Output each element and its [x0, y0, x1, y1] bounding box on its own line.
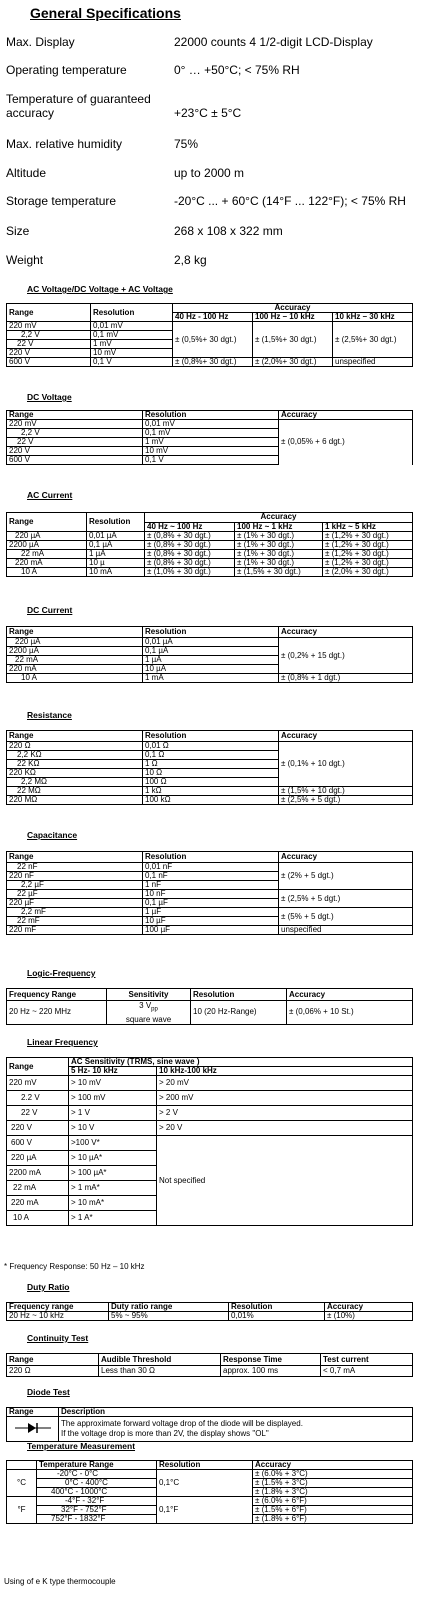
- header-audible-threshold: Audible Threshold: [99, 1354, 221, 1366]
- header-freq: 40 Hz - 100 Hz: [173, 313, 253, 322]
- logic-frequency-table: [6, 988, 413, 1025]
- spec-label: Weight: [6, 253, 44, 267]
- header-accuracy: Accuracy: [279, 627, 413, 638]
- range-cell: 220 mV: [7, 322, 91, 331]
- accuracy-cell: ± (0,1% + 10 dgt.): [279, 742, 413, 787]
- range-cell: 2,2 V: [7, 331, 91, 340]
- accuracy-cell: ± (1% + 30 dgt.): [235, 541, 323, 550]
- accuracy-cell: ± (2,0% + 30 dgt.): [323, 568, 413, 577]
- resolution-cell: 0,1 V: [91, 358, 173, 367]
- header-range: Range: [7, 627, 143, 638]
- section-title-dc-current: DC Current: [27, 605, 73, 615]
- header-accuracy: Accuracy: [325, 1303, 413, 1312]
- range-cell: 22 MΩ: [7, 787, 143, 796]
- resolution-cell: 0,1°F: [157, 1497, 253, 1524]
- response-time-cell: approx. 100 ms: [221, 1366, 321, 1377]
- resolution-cell: 10 mV: [143, 447, 279, 456]
- table-row: [7, 550, 413, 559]
- header-description: Description: [59, 1408, 413, 1417]
- accuracy-cell: ± (1,2% + 30 dgt.): [323, 550, 413, 559]
- range-cell: 2,2 V: [7, 429, 143, 438]
- resolution-cell: 10 (20 Hz-Range): [191, 1001, 287, 1025]
- section-title-duty-ratio: Duty Ratio: [27, 1282, 70, 1292]
- header-resolution: Resolution: [191, 989, 287, 1001]
- table-row: [7, 532, 413, 541]
- header-resolution: Resolution: [157, 1461, 253, 1470]
- resolution-cell: 10 µF: [143, 917, 279, 926]
- thermocouple-note: Using of e K type thermocouple: [4, 1577, 116, 1586]
- range-cell: 22 V: [7, 340, 91, 349]
- resolution-cell: 0,01 µA: [143, 638, 279, 647]
- range-cell: 10 A: [7, 674, 143, 683]
- sensitivity-cell: > 100 µA*: [69, 1166, 157, 1181]
- resolution-cell: 0,1 V: [143, 456, 279, 465]
- range-cell: 220 µA: [7, 638, 143, 647]
- range-cell: 22 mA: [7, 1181, 69, 1196]
- header-accuracy: Accuracy: [279, 731, 413, 742]
- resolution-cell: 100 Ω: [143, 778, 279, 787]
- accuracy-cell: ± (0,06% + 10 St.): [287, 1001, 413, 1025]
- header-frequency-range: Frequency range: [7, 1303, 109, 1312]
- range-cell: 22 mA: [7, 550, 87, 559]
- spec-label: Altitude: [6, 166, 47, 180]
- range-cell: 10 A: [7, 1211, 69, 1226]
- spec-label: Size: [6, 224, 30, 238]
- range-cell: 220 µF: [7, 899, 143, 908]
- table-row: [7, 541, 413, 550]
- header-range: Range: [7, 304, 91, 322]
- section-title-ac-current: AC Current: [27, 490, 73, 500]
- ac-voltage-table: [6, 303, 413, 367]
- spec-value: 22000 counts 4 1/2-digit LCD-Display: [174, 35, 373, 49]
- accuracy-cell: ± (1,5% + 10 dgt.): [279, 787, 413, 796]
- section-title-temperature: Temperature Measurement: [27, 1441, 136, 1451]
- range-cell: 220 mA: [7, 665, 143, 674]
- description-line: If the voltage drop is more than 2V, the display shows "OL": [61, 1429, 269, 1438]
- accuracy-cell: ± (0,8% + 30 dgt.): [145, 532, 235, 541]
- range-cell: 22 V: [7, 438, 143, 447]
- resolution-cell: 1 nF: [143, 881, 279, 890]
- range-cell: 2200 mA: [7, 1166, 69, 1181]
- resolution-cell: 0,01 Ω: [143, 742, 279, 751]
- duty-ratio-table: [6, 1302, 413, 1321]
- accuracy-cell: unspecified: [279, 926, 413, 935]
- range-cell: 600 V: [7, 456, 143, 465]
- sensitivity-waveform: square wave: [125, 1014, 172, 1024]
- resolution-cell: 0,01 nF: [143, 863, 279, 872]
- temp-range-cell: 32°F - 752°F: [37, 1506, 157, 1515]
- unit-cell: °F: [7, 1497, 37, 1524]
- resolution-cell: 1 Ω: [143, 760, 279, 769]
- accuracy-cell: ± (1% + 30 dgt.): [235, 559, 323, 568]
- header-freq: 10 kHz-100 kHz: [157, 1067, 413, 1076]
- resolution-cell: 1 µA: [143, 656, 279, 665]
- sensitivity-cell: > 200 mV: [157, 1091, 413, 1106]
- resolution-cell: 1 µA: [87, 550, 145, 559]
- accuracy-cell: ± (6.0% + 3°C): [253, 1470, 413, 1479]
- resolution-cell: 10 Ω: [143, 769, 279, 778]
- range-cell: 10 A: [7, 568, 87, 577]
- resistance-table: [6, 730, 413, 805]
- resolution-cell: 1 mA: [143, 674, 279, 683]
- header-resolution: Resolution: [143, 627, 279, 638]
- accuracy-cell: ± (10%): [325, 1312, 413, 1321]
- dc-current-table: [6, 626, 413, 683]
- accuracy-cell: ± (0,5%+ 30 dgt.): [173, 322, 253, 358]
- range-cell: 220 mV: [7, 420, 143, 429]
- sensitivity-cell: [107, 1001, 191, 1025]
- resolution-cell: 0,01 µA: [87, 532, 145, 541]
- header-range: Range: [7, 852, 143, 863]
- range-cell: 220 Ω: [7, 742, 143, 751]
- diode-symbol-cell: [7, 1417, 59, 1442]
- range-cell: 2,2 µF: [7, 881, 143, 890]
- accuracy-cell: ± (1.5% + 3°C): [253, 1479, 413, 1488]
- frequency-range-cell: 20 Hz ~ 10 kHz: [7, 1312, 109, 1321]
- header-freq: 100 Hz – 10 kHz: [253, 313, 333, 322]
- accuracy-cell: ± (0,2% + 15 dgt.): [279, 638, 413, 674]
- range-cell: 2200 µA: [7, 541, 87, 550]
- header-test-current: Test current: [321, 1354, 413, 1366]
- audible-threshold-cell: Less than 30 Ω: [99, 1366, 221, 1377]
- duty-ratio-cell: 5% ~ 95%: [109, 1312, 229, 1321]
- range-cell: 22 mF: [7, 917, 143, 926]
- unit-cell: °C: [7, 1470, 37, 1497]
- frequency-range-cell: 20 Hz ~ 220 MHz: [7, 1001, 107, 1025]
- resolution-cell: 0,1 µA: [143, 647, 279, 656]
- page-title: General Specifications: [30, 5, 181, 21]
- resolution-cell: 10 µ: [87, 559, 145, 568]
- header-temperature-range: Temperature Range: [37, 1461, 157, 1470]
- resolution-cell: 0,1 Ω: [143, 751, 279, 760]
- not-specified-cell: Not specified: [157, 1136, 413, 1226]
- header-resolution: Resolution: [143, 411, 279, 420]
- sensitivity-cell: > 20 V: [157, 1121, 413, 1136]
- capacitance-table: [6, 851, 413, 935]
- range-cell: 22 µF: [7, 890, 143, 899]
- section-title-ac-voltage: AC Voltage/DC Voltage + AC Voltage: [27, 284, 173, 294]
- spec-value: up to 2000 m: [174, 166, 245, 180]
- range-cell: 220 V: [7, 1121, 69, 1136]
- header-accuracy: Accuracy: [173, 304, 413, 313]
- resolution-cell: 1 mV: [143, 438, 279, 447]
- resolution-cell: 100 kΩ: [143, 796, 279, 805]
- accuracy-cell: ± (2,5% + 5 dgt.): [279, 890, 413, 908]
- resolution-cell: 1 µF: [143, 908, 279, 917]
- table-row: [7, 559, 413, 568]
- accuracy-cell: ± (1,2% + 30 dgt.): [323, 541, 413, 550]
- resolution-cell: 1 mV: [91, 340, 173, 349]
- header-sensitivity: Sensitivity: [107, 989, 191, 1001]
- range-cell: 2,2 MΩ: [7, 778, 143, 787]
- frequency-response-note: * Frequency Response: 50 Hz – 10 kHz: [4, 1262, 145, 1271]
- ac-current-table: [6, 512, 413, 577]
- spec-label: Operating temperature: [6, 63, 127, 77]
- continuity-test-table: [6, 1353, 413, 1377]
- accuracy-cell: ± (1.8% + 3°C): [253, 1488, 413, 1497]
- description-line: The approximate forward voltage drop of the diode will be displayed.: [61, 1419, 303, 1428]
- resolution-cell: 0,01%: [229, 1312, 325, 1321]
- spec-value: -20°C ... + 60°C (14°F ... 122°F); < 75% RH: [174, 194, 406, 208]
- range-cell: 220 µA: [7, 1151, 69, 1166]
- accuracy-cell: ± (1% + 30 dgt.): [235, 532, 323, 541]
- spec-value: 268 x 108 x 322 mm: [174, 224, 283, 238]
- accuracy-cell: ± (0,8%+ 30 dgt.): [173, 358, 253, 367]
- header-empty: [7, 1461, 37, 1470]
- sensitivity-cell: > 1 mA*: [69, 1181, 157, 1196]
- header-freq: 40 Hz ~ 100 Hz: [145, 522, 235, 532]
- section-title-continuity-test: Continuity Test: [27, 1333, 89, 1343]
- accuracy-cell: ± (2,5%+ 30 dgt.): [333, 322, 413, 358]
- range-cell: 220 Ω: [7, 1366, 99, 1377]
- header-range: Range: [7, 731, 143, 742]
- range-cell: 22 V: [7, 1106, 69, 1121]
- section-title-diode-test: Diode Test: [27, 1387, 70, 1397]
- range-cell: 22 KΩ: [7, 760, 143, 769]
- sensitivity-cell: > 20 mV: [157, 1076, 413, 1091]
- range-cell: 2,2 KΩ: [7, 751, 143, 760]
- accuracy-cell: ± (1,5% + 30 dgt.): [235, 568, 323, 577]
- resolution-cell: 0,1 µA: [87, 541, 145, 550]
- accuracy-cell: ± (0,8% + 30 dgt.): [145, 550, 235, 559]
- header-resolution: Resolution: [91, 304, 173, 322]
- accuracy-cell: ± (1.5% + 6°F): [253, 1506, 413, 1515]
- header-resolution: Resolution: [143, 852, 279, 863]
- header-resolution: Resolution: [87, 513, 145, 532]
- temp-range-cell: 752°F - 1832°F: [37, 1515, 157, 1524]
- resolution-cell: 0,1 mV: [91, 331, 173, 340]
- range-cell: 220 mV: [7, 1076, 69, 1091]
- spec-label: Max. Display: [6, 35, 75, 49]
- range-cell: 220 mA: [7, 1196, 69, 1211]
- resolution-cell: 0,1 mV: [143, 429, 279, 438]
- resolution-cell: 0,01 mV: [143, 420, 279, 429]
- header-accuracy: Accuracy: [253, 1461, 413, 1470]
- resolution-cell: 10 nF: [143, 890, 279, 899]
- accuracy-cell: ± (2,5% + 5 dgt.): [279, 796, 413, 805]
- range-cell: 2.2 V: [7, 1091, 69, 1106]
- resolution-cell: 100 µF: [143, 926, 279, 935]
- range-cell: 220 nF: [7, 872, 143, 881]
- accuracy-cell: ± (1% + 30 dgt.): [235, 550, 323, 559]
- header-range: Range: [7, 513, 87, 532]
- accuracy-cell: ± (0,8% + 1 dgt.): [279, 674, 413, 683]
- resolution-cell: 0,1°C: [157, 1470, 253, 1497]
- sensitivity-cell: > 1 A*: [69, 1211, 157, 1226]
- resolution-cell: 1 kΩ: [143, 787, 279, 796]
- temp-range-cell: 400°C - 1000°C: [37, 1488, 157, 1497]
- diode-icon: [13, 1421, 53, 1435]
- dc-voltage-table: [6, 410, 413, 465]
- header-frequency-range: Frequency Range: [7, 989, 107, 1001]
- temp-range-cell: -4°F - 32°F: [37, 1497, 157, 1506]
- accuracy-cell: ± (5% + 5 dgt.): [279, 908, 413, 926]
- accuracy-cell: ± (1,5%+ 30 dgt.): [253, 322, 333, 358]
- sensitivity-value: 3 V: [139, 1001, 152, 1010]
- header-resolution: Resolution: [229, 1303, 325, 1312]
- section-title-logic-frequency: Logic-Frequency: [27, 968, 96, 978]
- range-cell: 220 KΩ: [7, 769, 143, 778]
- spec-label: Max. relative humidity: [6, 137, 123, 151]
- range-cell: 220 V: [7, 349, 91, 358]
- temp-range-cell: -20°C - 0°C: [37, 1470, 157, 1479]
- spec-value: +23°C ± 5°C: [174, 106, 242, 120]
- header-freq: 5 Hz- 10 kHz: [69, 1067, 157, 1076]
- spec-value: 2,8 kg: [174, 253, 207, 267]
- resolution-cell: 0,1 nF: [143, 872, 279, 881]
- sensitivity-cell: > 10 mV: [69, 1076, 157, 1091]
- sensitivity-cell: > 10 mA*: [69, 1196, 157, 1211]
- temp-range-cell: 0°C - 400°C: [37, 1479, 157, 1488]
- range-cell: 22 nF: [7, 863, 143, 872]
- accuracy-cell: ± (6.0% + 6°F): [253, 1497, 413, 1506]
- accuracy-cell: ± (1.8% + 6°F): [253, 1515, 413, 1524]
- spec-label: Temperature of guaranteed accuracy: [6, 92, 151, 120]
- section-title-capacitance: Capacitance: [27, 830, 78, 840]
- accuracy-cell: ± (2,0%+ 30 dgt.): [253, 358, 333, 367]
- linear-frequency-table: [6, 1057, 413, 1226]
- sensitivity-subscript: pp: [151, 1006, 158, 1013]
- range-cell: 220 V: [7, 447, 143, 456]
- resolution-cell: 10 mA: [87, 568, 145, 577]
- header-response-time: Response Time: [221, 1354, 321, 1366]
- spec-label: Storage temperature: [6, 194, 117, 208]
- range-cell: 600 V: [7, 1136, 69, 1151]
- range-cell: 220 mF: [7, 926, 143, 935]
- range-cell: 2200 µA: [7, 647, 143, 656]
- diode-test-table: [6, 1407, 413, 1442]
- header-accuracy: Accuracy: [279, 852, 413, 863]
- range-cell: 220 µA: [7, 532, 87, 541]
- range-cell: 600 V: [7, 358, 91, 367]
- description-cell: [59, 1417, 413, 1442]
- sensitivity-cell: > 100 mV: [69, 1091, 157, 1106]
- accuracy-cell: ± (2% + 5 dgt.): [279, 863, 413, 890]
- header-ac-sensitivity: AC Sensitivity (TRMS, sine wave ): [69, 1058, 413, 1067]
- header-freq: 100 Hz ~ 1 kHz: [235, 522, 323, 532]
- spec-value: 75%: [174, 137, 199, 151]
- spec-value: 0° … +50°C; < 75% RH: [174, 63, 300, 77]
- table-row: [7, 568, 413, 577]
- header-resolution: Resolution: [143, 731, 279, 742]
- accuracy-cell: ± (1,0% + 30 dgt.): [145, 568, 235, 577]
- header-range: Range: [7, 1408, 59, 1417]
- resolution-cell: 10 mV: [91, 349, 173, 358]
- range-cell: 2,2 mF: [7, 908, 143, 917]
- accuracy-cell: ± (1,2% + 30 dgt.): [323, 559, 413, 568]
- range-cell: 22 mA: [7, 656, 143, 665]
- header-accuracy: Accuracy: [145, 513, 413, 523]
- sensitivity-cell: > 10 V: [69, 1121, 157, 1136]
- accuracy-cell: ± (0,8% + 30 dgt.): [145, 559, 235, 568]
- sensitivity-cell: > 2 V: [157, 1106, 413, 1121]
- header-range: Range: [7, 411, 143, 420]
- header-duty-ratio-range: Duty ratio range: [109, 1303, 229, 1312]
- accuracy-cell: ± (0,05% + 6 dgt.): [279, 420, 413, 465]
- resolution-cell: 0,01 mV: [91, 322, 173, 331]
- range-cell: 220 mA: [7, 559, 87, 568]
- header-freq: 10 kHz – 30 kHz: [333, 313, 413, 322]
- test-current-cell: < 0,7 mA: [321, 1366, 413, 1377]
- range-cell: 220 MΩ: [7, 796, 143, 805]
- header-accuracy: Accuracy: [287, 989, 413, 1001]
- header-freq: 1 kHz ~ 5 kHz: [323, 522, 413, 532]
- temperature-table: [6, 1460, 413, 1524]
- section-title-dc-voltage: DC Voltage: [27, 392, 72, 402]
- resolution-cell: 0,1 µF: [143, 899, 279, 908]
- section-title-resistance: Resistance: [27, 710, 72, 720]
- header-range: Range: [7, 1058, 69, 1076]
- resolution-cell: 10 µA: [143, 665, 279, 674]
- accuracy-cell: unspecified: [333, 358, 413, 367]
- sensitivity-cell: > 1 V: [69, 1106, 157, 1121]
- sensitivity-cell: >100 V*: [69, 1136, 157, 1151]
- accuracy-cell: ± (1,2% + 30 dgt.): [323, 532, 413, 541]
- header-range: Range: [7, 1354, 99, 1366]
- section-title-linear-frequency: Linear Frequency: [27, 1037, 98, 1047]
- header-accuracy: Accuracy: [279, 411, 413, 420]
- sensitivity-cell: > 10 µA*: [69, 1151, 157, 1166]
- accuracy-cell: ± (0,8% + 30 dgt.): [145, 541, 235, 550]
